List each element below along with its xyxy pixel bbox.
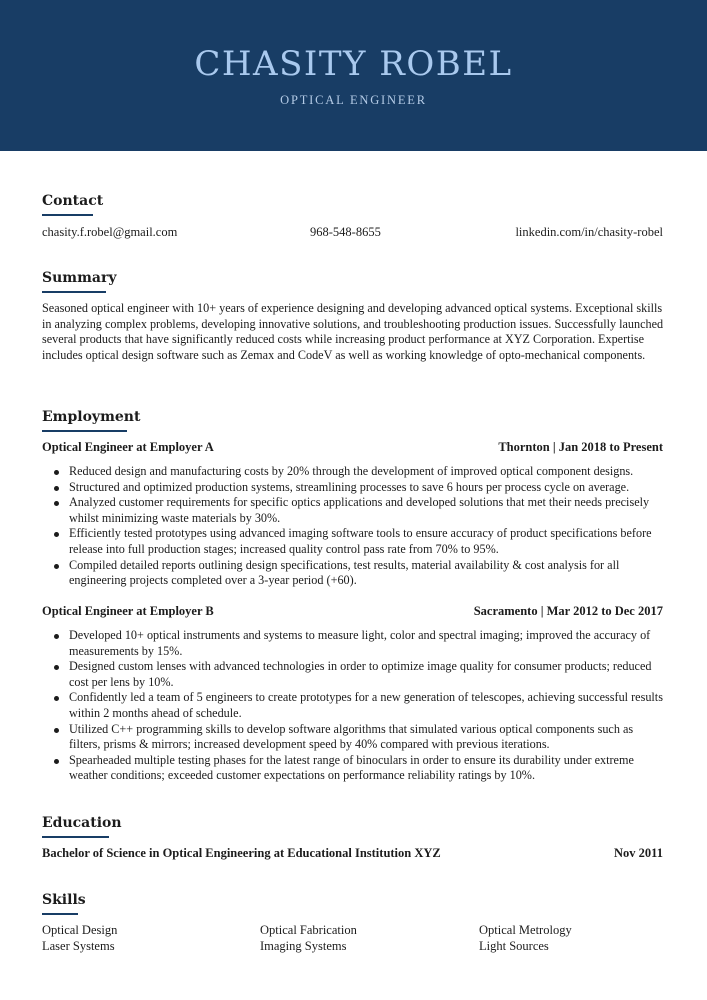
bullet-item: Confidently led a team of 5 engineers to create prototypes for a new generation of telescopes, achieving successful results within 2 months ahead of schedule. — [42, 690, 663, 721]
education-heading: Education — [42, 815, 122, 831]
job-header — [42, 440, 663, 458]
bullet-item: Spearheaded multiple testing phases for the latest range of binoculars in order to ensure its durability under extreme weather conditions; exceeded customer expectations on performance reliability ratings by 10%. — [42, 753, 663, 784]
job-bullets — [42, 464, 663, 589]
skill-item: Light Sources — [479, 939, 549, 953]
employment-heading: Employment — [42, 409, 141, 425]
contact-row — [42, 225, 663, 243]
employment-underline — [42, 430, 127, 432]
skill-item: Imaging Systems — [260, 939, 347, 953]
skill-item: Optical Design — [42, 923, 118, 937]
bullet-item: Utilized C++ programming skills to develop software algorithms that simulated various optical components such as filters, prisms & mirrors; increased development speed by 40% compared with previous iterations. — [42, 722, 663, 753]
job-location-dates: Thornton | Jan 2018 to Present — [498, 440, 663, 454]
job-title: Optical Engineer at Employer A — [42, 440, 214, 454]
bullet-item: Developed 10+ optical instruments and systems to measure light, color and spectral imaging; improved the accuracy of measurements by 15%. — [42, 628, 663, 659]
summary-underline — [42, 291, 106, 293]
graduation-date: Nov 2011 — [614, 846, 663, 860]
job-location-dates: Sacramento | Mar 2012 to Dec 2017 — [473, 604, 663, 618]
skills-heading: Skills — [42, 892, 86, 908]
skills-underline — [42, 913, 78, 915]
degree: Bachelor of Science in Optical Engineering at Educational Institution XYZ — [42, 846, 441, 860]
bullet-item: Designed custom lenses with advanced technologies in order to optimize image quality for consumer products; reduced cost per lens by 10%. — [42, 659, 663, 690]
education-underline — [42, 836, 109, 838]
bullet-item: Efficiently tested prototypes using advanced imaging software tools to ensure accuracy of product specifications before release into full production stages; increased quality control pass rate from 70% to 95%. — [42, 526, 663, 557]
email-link[interactable]: chasity.f.robel@gmail.com — [42, 225, 178, 239]
skill-item: Optical Metrology — [479, 923, 572, 937]
job-title: Optical Engineer at Employer B — [42, 604, 214, 618]
skill-item: Optical Fabrication — [260, 923, 357, 937]
candidate-name: CHASITY ROBEL — [194, 44, 513, 84]
job-bullets — [42, 628, 663, 784]
resume-header — [0, 0, 707, 151]
bullet-item: Analyzed customer requirements for specific optics applications and developed solutions that met their needs precisely whilst minimizing waste materials by 30%. — [42, 495, 663, 526]
contact-underline — [42, 214, 93, 216]
job-header — [42, 604, 663, 622]
education-entry — [42, 846, 663, 864]
bullet-item: Reduced design and manufacturing costs by 20% through the development of improved optical component designs. — [42, 464, 663, 480]
job-title: OPTICAL ENGINEER — [280, 93, 427, 107]
summary-text: Seasoned optical engineer with 10+ years of experience designing and developing advanced optical systems. Exceptional skills in analyzing complex problems, developing innovative solutions, and troubleshooting production issues. Successfully launched several products that have significantly reduced costs while increasing product performance at XYZ Corporation. Expertise includes optical design software such as Zemax and CodeV as well as working knowledge of opto-mechanical components. — [42, 301, 664, 362]
linkedin-link[interactable]: linkedin.com/in/chasity-robel — [515, 225, 663, 239]
phone-number[interactable]: 968-548-8655 — [310, 225, 381, 239]
skill-item: Laser Systems — [42, 939, 115, 953]
summary-heading: Summary — [42, 270, 117, 286]
bullet-item: Compiled detailed reports outlining design specifications, test results, material availability & cost analysis for all engineering projects completed over a 3-year period (+60). — [42, 558, 663, 589]
contact-heading: Contact — [42, 193, 104, 209]
bullet-item: Structured and optimized production systems, streamlining processes to save 6 hours per process cycle on average. — [42, 480, 663, 496]
